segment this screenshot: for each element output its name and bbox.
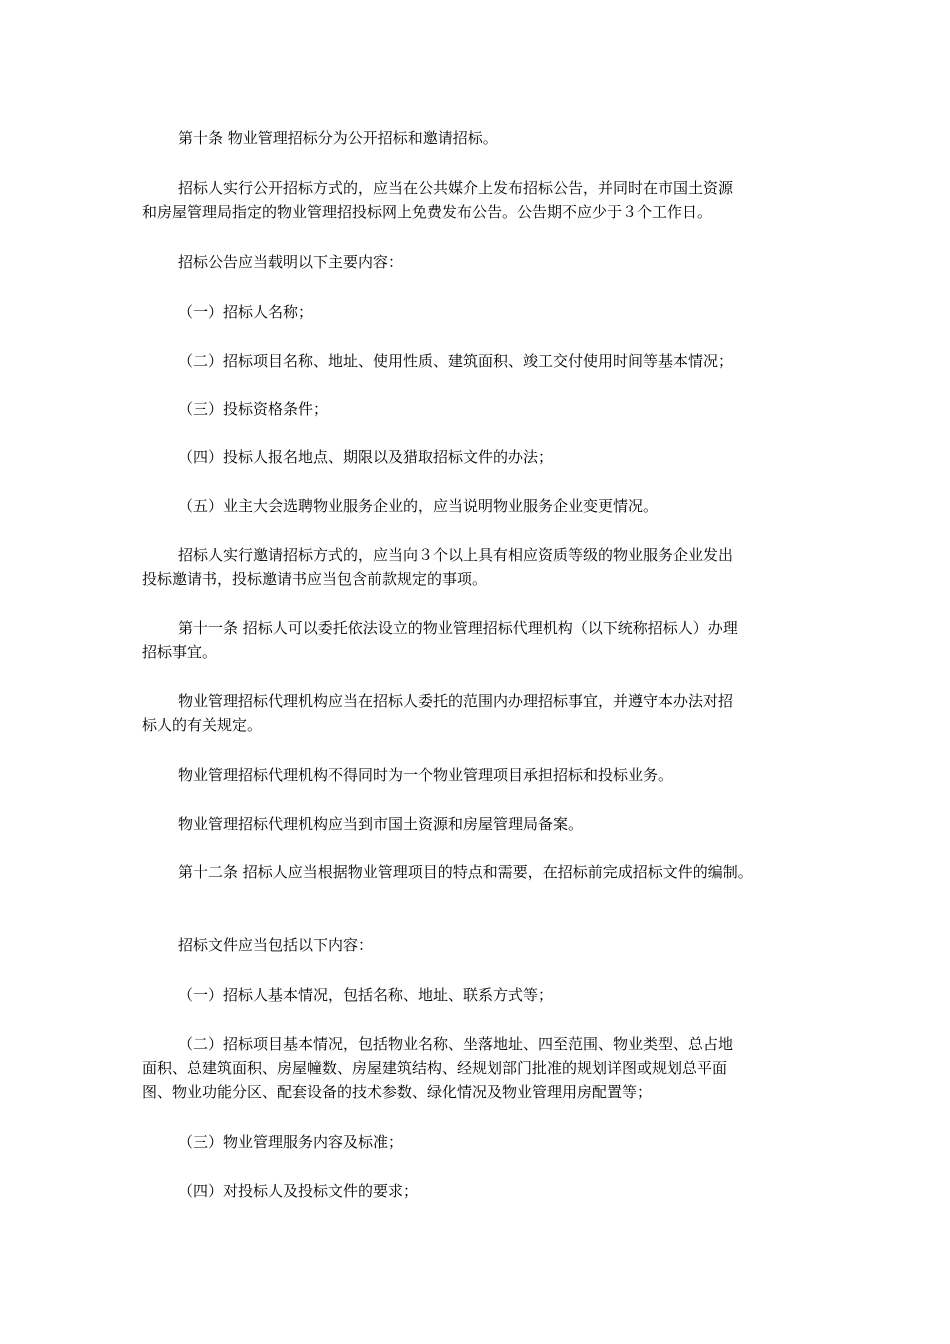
paragraph-line: 投标邀请书，投标邀请书应当包含前款规定的事项。 xyxy=(142,570,488,588)
paragraph-line: 和房屋管理局指定的物业管理招投标网上免费发布公告。公告期不应少于３个工作日。 xyxy=(142,203,713,221)
paragraph-public-tender xyxy=(142,176,822,224)
list-item-3 xyxy=(142,397,822,421)
doc-list-item-4 xyxy=(142,1179,822,1203)
paragraph-agency-restriction xyxy=(142,763,822,787)
paragraph-line: （三）投标资格条件； xyxy=(178,400,329,418)
paragraph-line: 招标文件应当包括以下内容： xyxy=(178,936,374,954)
paragraph-line: 第十二条 招标人应当根据物业管理项目的特点和需要，在招标前完成招标文件的编制。 xyxy=(178,863,753,881)
paragraph-line: 招标公告应当载明以下主要内容： xyxy=(178,253,404,271)
paragraph-article-12 xyxy=(142,860,822,884)
list-item-1 xyxy=(142,300,822,324)
paragraph-line: 标人的有关规定。 xyxy=(142,716,263,734)
paragraph-line: 招标人实行公开招标方式的，应当在公共媒介上发布招标公告，并同时在市国土资源 xyxy=(178,179,734,197)
paragraph-invited-tender xyxy=(142,543,822,591)
paragraph-line: （五）业主大会选聘物业服务企业的，应当说明物业服务企业变更情况。 xyxy=(178,497,659,515)
doc-list-item-3 xyxy=(142,1130,822,1154)
paragraph-line: （一）招标人基本情况，包括名称、地址、联系方式等； xyxy=(178,986,554,1004)
list-item-2 xyxy=(142,349,822,373)
paragraph-article-10 xyxy=(142,126,822,150)
paragraph-line: 招标人实行邀请招标方式的，应当向３个以上具有相应资质等级的物业服务企业发出 xyxy=(178,546,734,564)
list-item-5 xyxy=(142,494,822,518)
paragraph-article-11 xyxy=(142,616,822,664)
paragraph-line: （四）投标人报名地点、期限以及猎取招标文件的办法； xyxy=(178,448,554,466)
paragraph-line: （二）招标项目基本情况，包括物业名称、坐落地址、四至范围、物业类型、总占地 xyxy=(178,1035,734,1053)
paragraph-agency-scope xyxy=(142,689,822,737)
doc-list-item-1 xyxy=(142,983,822,1007)
paragraph-line: 第十一条 招标人可以委托依法设立的物业管理招标代理机构（以下统称招标人）办理 xyxy=(178,619,738,637)
paragraph-line: （四）对投标人及投标文件的要求； xyxy=(178,1182,419,1200)
paragraph-agency-filing xyxy=(142,812,822,836)
list-item-4 xyxy=(142,445,822,469)
paragraph-tender-doc-contents xyxy=(142,933,822,957)
paragraph-line: 面积、总建筑面积、房屋幢数、房屋建筑结构、经规划部门批准的规划详图或规划总平面 xyxy=(142,1059,728,1077)
paragraph-line: 图、物业功能分区、配套设备的技术参数、绿化情况及物业管理用房配置等； xyxy=(142,1083,653,1101)
paragraph-line: 物业管理招标代理机构应当到市国土资源和房屋管理局备案。 xyxy=(178,815,584,833)
paragraph-line: 物业管理招标代理机构不得同时为一个物业管理项目承担招标和投标业务。 xyxy=(178,766,674,784)
paragraph-line: （三）物业管理服务内容及标准； xyxy=(178,1133,404,1151)
paragraph-line: （一）招标人名称； xyxy=(178,303,314,321)
paragraph-line: 物业管理招标代理机构应当在招标人委托的范围内办理招标事宜，并遵守本办法对招 xyxy=(178,692,734,710)
paragraph-line: （二）招标项目名称、地址、使用性质、建筑面积、竣工交付使用时间等基本情况； xyxy=(178,352,734,370)
paragraph-line: 第十条 物业管理招标分为公开招标和邀请招标。 xyxy=(178,129,498,147)
doc-list-item-2 xyxy=(142,1032,822,1104)
paragraph-line: 招标事宜。 xyxy=(142,643,218,661)
paragraph-announcement-contents xyxy=(142,250,822,274)
